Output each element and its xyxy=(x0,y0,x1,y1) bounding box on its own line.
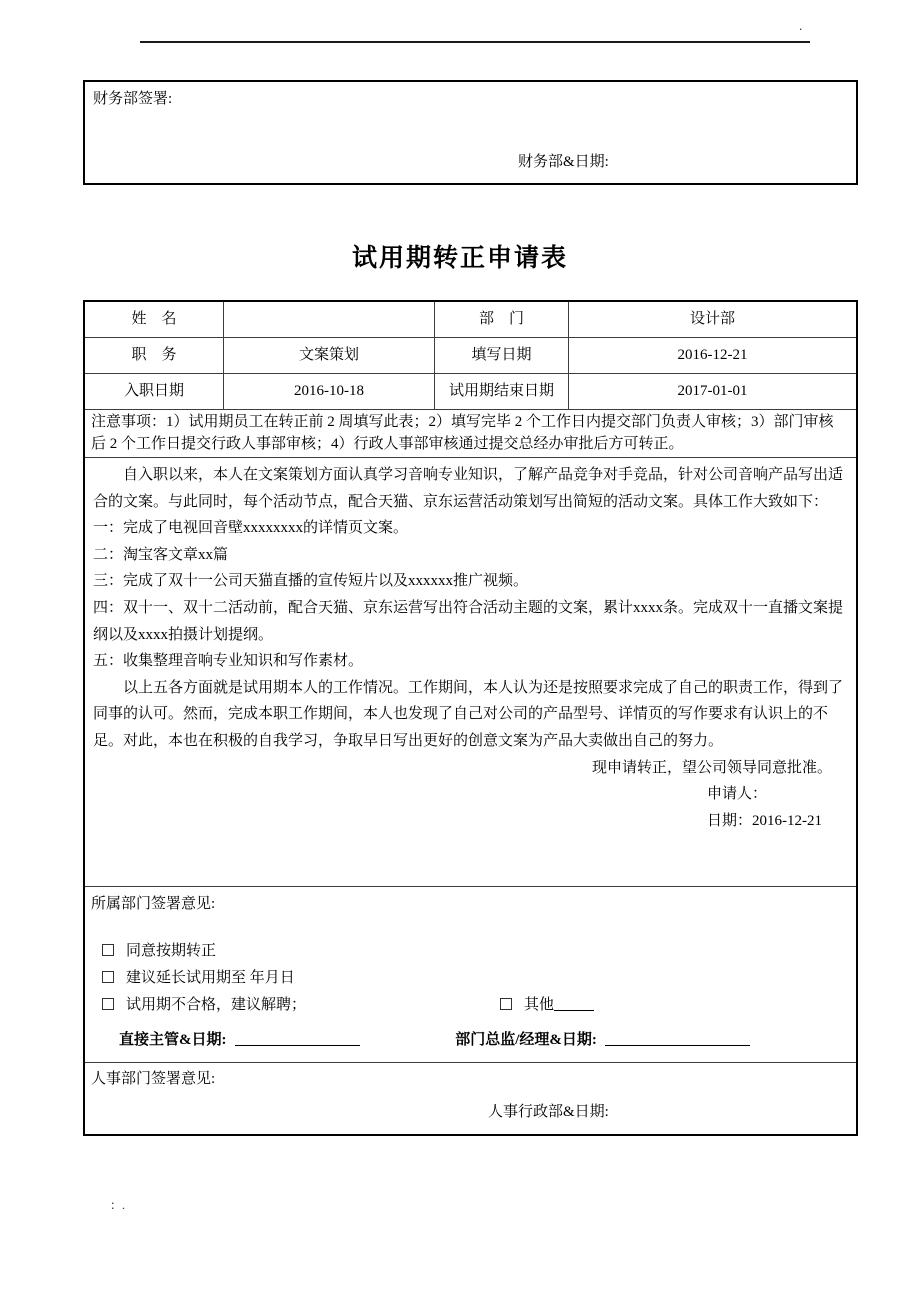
applicant-block-wrap xyxy=(93,781,844,834)
fill-date-value-cell: 2016-12-21 xyxy=(569,338,856,374)
entry-date-label-cell: 入职日期 xyxy=(85,374,224,410)
footer-mark: ：. xyxy=(110,1198,126,1212)
opinion-options xyxy=(102,938,848,1019)
hr-opinion-title: 人事部门签署意见: xyxy=(91,1071,216,1087)
option-other-label: 其他 xyxy=(524,997,555,1013)
name-value-cell[interactable] xyxy=(224,302,435,338)
dept-label-cell: 部 门 xyxy=(435,302,569,338)
name-label-cell: 姓 名 xyxy=(85,302,224,338)
supervisor-sign-label: 直接主管&日期: xyxy=(119,1032,227,1048)
finance-sign-date-label: 财务部&日期: xyxy=(518,154,609,170)
checkbox-other-icon[interactable] xyxy=(500,998,512,1010)
manager-sign-line[interactable] xyxy=(605,1033,750,1046)
fill-date-label-cell: 填写日期 xyxy=(435,338,569,374)
department-sign-row xyxy=(119,1028,848,1049)
option-fail-row xyxy=(102,992,848,1019)
page-title: 试用期转正申请表 xyxy=(351,245,568,272)
checkbox-approve-icon[interactable] xyxy=(102,944,114,956)
option-extend-label: 建议延长试用期至 年月日 xyxy=(126,970,295,986)
work-summary-cell xyxy=(85,458,856,887)
applicant-block xyxy=(707,781,822,834)
probation-end-label-cell: 试用期结束日期 xyxy=(435,374,569,410)
dept-value-cell: 设计部 xyxy=(569,302,856,338)
work-item-3: 三：完成了双十一公司天猫直播的宣传短片以及xxxxxx推广视频。 xyxy=(93,573,529,590)
supervisor-sign-line[interactable] xyxy=(235,1033,360,1046)
probation-end-value-cell: 2017-01-01 xyxy=(569,374,856,410)
entry-date-value-cell: 2016-10-18 xyxy=(224,374,435,410)
position-value-cell: 文案策划 xyxy=(224,338,435,374)
option-approve-row xyxy=(102,938,848,965)
summary-paragraph-2: 以上五各方面就是试用期本人的工作情况。工作期间，本人认为还是按照要求完成了自己的职责工作，得到了同事的认可。然而，完成本职工作期间，本人也发现了自己对公司的产品型号、详情页的写作要求有认识上的不足。对此，本也在积极的自我学习，争取早日写出更好的创意文案为产品大卖做出自己的努力。 xyxy=(93,679,844,749)
request-line: 现申请转正，望公司领导同意批准。 xyxy=(591,759,832,776)
option-extend-row xyxy=(102,965,848,992)
option-other-row xyxy=(500,992,594,1019)
option-fail-label: 试用期不合格，建议解聘； xyxy=(126,997,307,1013)
finance-sign-title: 财务部签署: xyxy=(93,91,173,107)
position-label-cell: 职 务 xyxy=(85,338,224,374)
work-item-2: 二：淘宝客文章xx篇 xyxy=(93,546,229,563)
header-rule xyxy=(140,41,810,43)
info-grid xyxy=(85,302,856,410)
checkbox-extend-icon[interactable] xyxy=(102,971,114,983)
application-form-table xyxy=(83,300,858,1136)
other-fill-line[interactable] xyxy=(554,998,594,1011)
manager-sign-label: 部门总监/经理&日期: xyxy=(455,1032,597,1048)
hr-sign-date-label: 人事行政部&日期: xyxy=(488,1104,609,1120)
header-dot: . xyxy=(799,18,803,33)
notice-text: 注意事项：1）试用期员工在转正前 2 周填写此表；2）填写完毕 2 个工作日内提交部门负责人审核；3）部门审核后 2 个工作日提交行政人事部审核；4）行政人事部审核通过提交总经办审批后方可转正。 xyxy=(85,410,856,458)
applicant-date: 日期：2016-12-21 xyxy=(707,812,822,829)
applicant-label: 申请人： xyxy=(707,786,768,803)
checkbox-fail-icon[interactable] xyxy=(102,998,114,1010)
summary-paragraph-1: 自入职以来，本人在文案策划方面认真学习音响专业知识，了解产品竞争对手竞品，针对公司音响产品写出适合的文案。与此同时，每个活动节点，配合天猫、京东运营活动策划写出简短的活动文案。具体工作大致如下： xyxy=(93,467,844,510)
work-item-1: 一：完成了电视回音壁xxxxxxxx的详情页文案。 xyxy=(93,520,409,537)
hr-opinion-section xyxy=(85,1063,856,1134)
work-item-5: 五：收集整理音响专业知识和写作素材。 xyxy=(93,653,364,670)
option-approve-label: 同意按期转正 xyxy=(126,943,217,959)
finance-signature-box xyxy=(83,80,858,185)
department-opinion-section xyxy=(85,887,856,1063)
work-item-4: 四：双十一、双十二活动前，配合天猫、京东运营写出符合活动主题的文案，累计xxxx条。完成双十一直播文案提纲以及xxxx拍摄计划提纲。 xyxy=(93,599,844,643)
department-opinion-title: 所属部门签署意见: xyxy=(91,896,216,912)
